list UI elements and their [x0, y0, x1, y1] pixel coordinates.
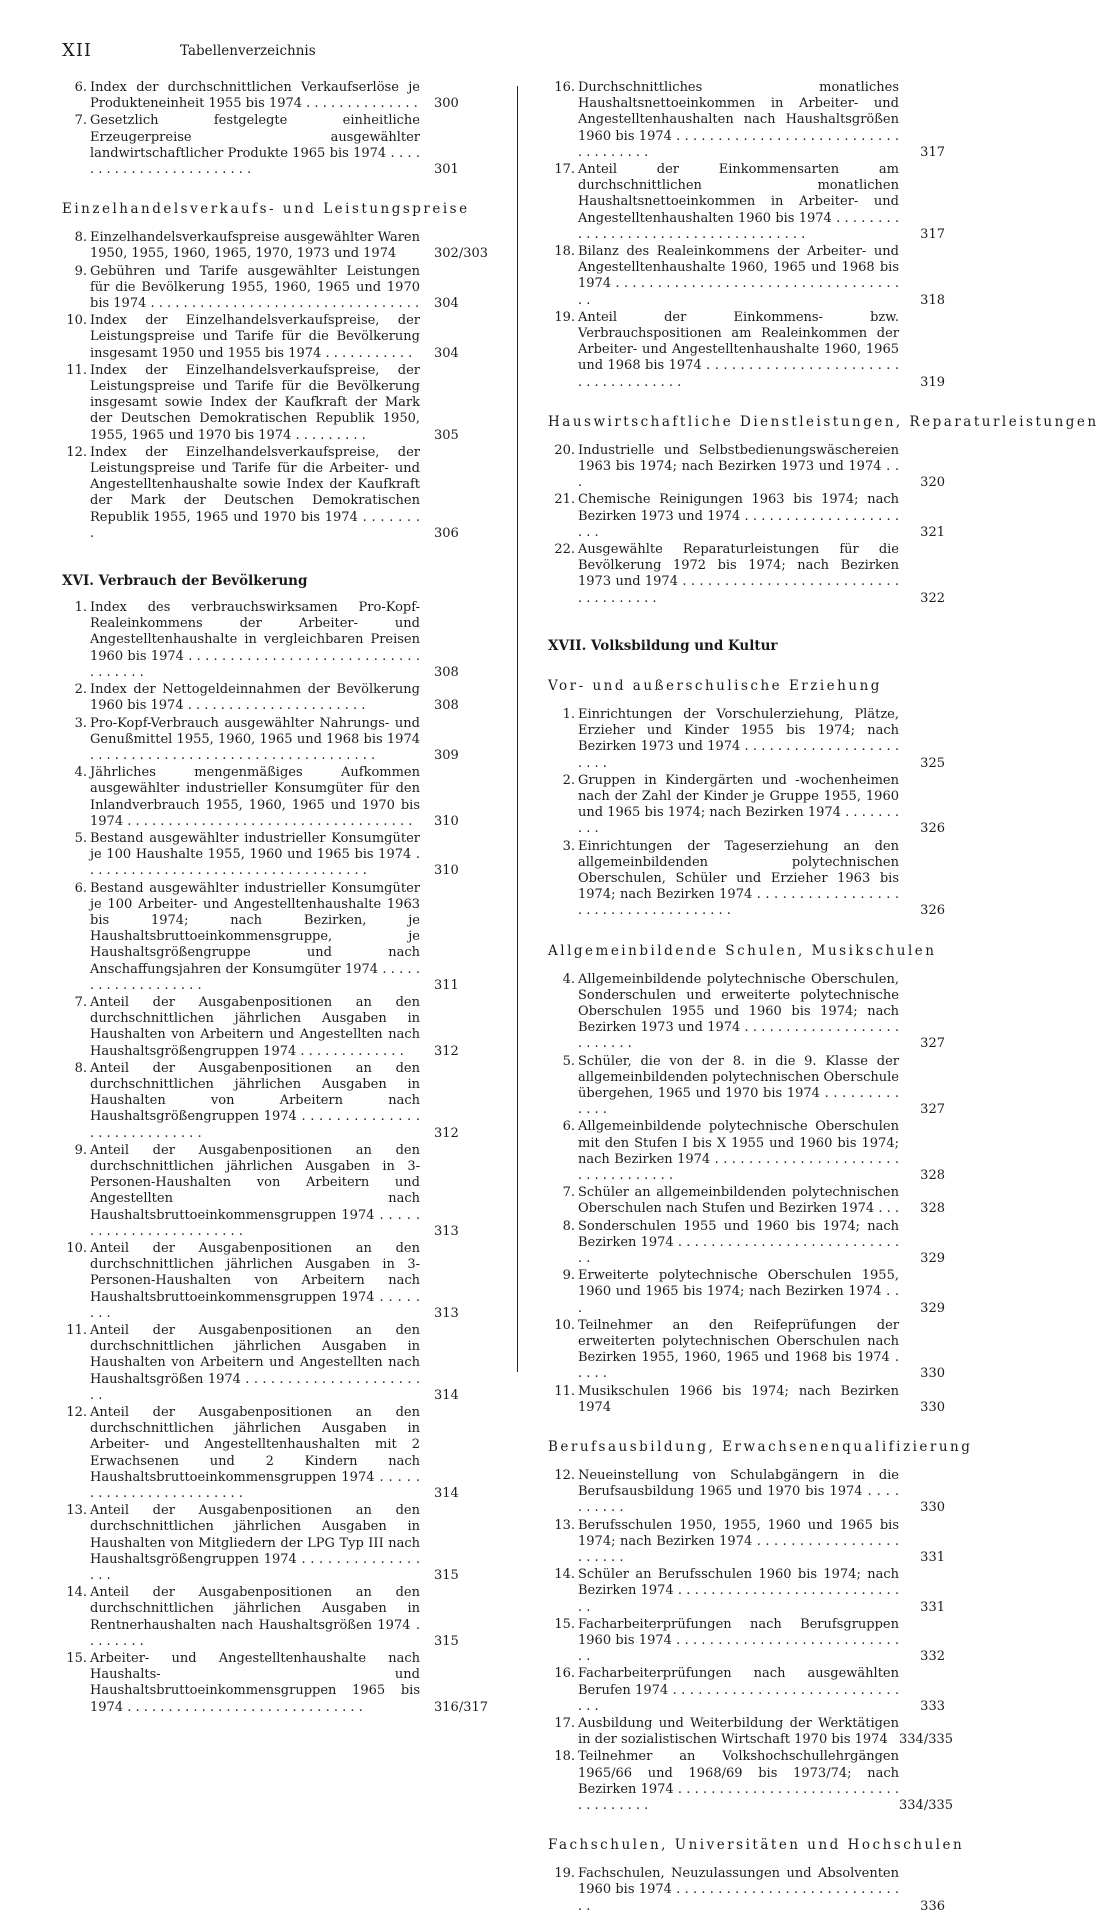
entry-title: Musikschulen 1966 bis 1974; nach Bezirken 1974 [578, 1383, 899, 1415]
entry-number: 9. [562, 1268, 575, 1284]
entry-number: 12. [66, 1405, 87, 1421]
entry-title: Gruppen in Kindergärten und -wochenheimen nach der Zahl der Kinder je Gruppe 1955, 1960 und 1965 bis 1974; nach Bezirken 1974 . . . . . . . . . . [578, 772, 899, 837]
entry-page-number: 327 [920, 1036, 945, 1052]
toc-entry[interactable] [62, 1241, 486, 1322]
toc-entry[interactable] [548, 1716, 954, 1748]
section-heading: Allgemeinbildende Schulen, Musikschulen [548, 942, 937, 959]
toc-entry[interactable] [62, 363, 486, 444]
entry-number: 10. [66, 313, 87, 329]
entry-title: Anteil der Ausgabenpositionen an den durchschnittlichen jährlichen Ausgaben in 3-Personen-Haushalten von Arbeitern nach Haushaltsbruttoeinkommensgruppen 1974 . . . . . . . . [90, 1241, 420, 1321]
entry-title: Einrichtungen der Tageserziehung an den allgemeinbildenden polytechnischen Oberschulen, Schüler und Erzieher 1963 bis 1974; nach Bezirken 1974 . . . . . . . . . . . . . . . . . . . . . . . . . . . . . . . . . . . . [578, 838, 899, 919]
toc-entry[interactable] [548, 1318, 945, 1383]
entry-title: Anteil der Einkommensarten am durchschnittlichen monatlichen Haushaltsnettoeinkommen in Arbeiter- und Angestelltenhaushalten 1960 bis 1974 . . . . . . . . . . . . . . . . . . . . . . . . . . . . . . . . . . . . [578, 162, 899, 242]
entry-number: 21. [554, 492, 575, 508]
entry-title: Allgemeinbildende polytechnische Oberschulen, Sonderschulen und erweiterte polytechnische Oberschulen 1955 und 1960 bis 1974; nach Bezirken 1973 und 1974 . . . . . . . . . . . . . . . . . . . . . . . . . . [578, 971, 899, 1052]
entry-number: 9. [74, 263, 87, 279]
toc-entry[interactable] [548, 542, 945, 607]
entry-page-number: 328 [920, 1201, 945, 1217]
entry-page-number: 309 [434, 747, 459, 763]
entry-page-number: 334/335 [899, 1798, 954, 1814]
section-heading: Vor- und außerschulische Erziehung [548, 677, 882, 694]
entry-page-number: 301 [434, 162, 459, 178]
entry-page-number: 306 [434, 525, 459, 541]
entry-title: Teilnehmer an den Reifeprüfungen der erweiterten polytechnischen Oberschulen nach Bezirken 1955, 1960, 1965 und 1968 bis 1974 . . . . . [578, 1317, 899, 1382]
entry-number: 6. [562, 1119, 575, 1135]
section-heading: Hauswirtschaftliche Dienstleistungen, Reparaturleistungen [548, 413, 1099, 430]
entry-page-number: 308 [434, 664, 459, 680]
entry-page-number: 318 [920, 292, 945, 308]
entry-page-number: 312 [434, 1125, 459, 1141]
entry-title: Anteil der Ausgabenpositionen an den durchschnittlichen jährlichen Ausgaben in 3-Personen-Haushalten von Arbeitern und Angestellten nach Haushaltsbruttoeinkommensgruppen 1974 . . . . . . . . . . . . . . . . . . . . . . . . [90, 1142, 420, 1239]
entry-number: 20. [554, 442, 575, 458]
entry-number: 16. [554, 1666, 575, 1682]
entry-title: Schüler an Berufsschulen 1960 bis 1974; nach Bezirken 1974 . . . . . . . . . . . . . . . . . . . . . . . . . . . . . [578, 1567, 899, 1615]
entry-page-number: 333 [920, 1698, 945, 1714]
section-heading: Einzelhandelsverkaufs- und Leistungspreise [62, 201, 470, 218]
entry-page-number: 322 [920, 590, 945, 606]
entry-number: 3. [74, 715, 87, 731]
entry-page-number: 331 [920, 1599, 945, 1615]
toc-entry[interactable] [548, 1866, 945, 1915]
toc-entry[interactable] [548, 1185, 945, 1217]
entry-page-number: 326 [920, 903, 945, 919]
entry-page-number: 326 [920, 821, 945, 837]
entry-title: Anteil der Ausgabenpositionen an den durchschnittlichen jährlichen Ausgaben in Haushalten von Arbeitern und Angestellten nach Haushaltsgrößengruppen 1974 . . . . . . . . . . . . . [90, 994, 420, 1059]
entry-title: Facharbeiterprüfungen nach ausgewählten Berufen 1974 . . . . . . . . . . . . . . . . . . . . . . . . . . . . . . [578, 1666, 899, 1714]
toc-entry[interactable] [62, 1405, 486, 1502]
entry-title: Teilnehmer an Volkshochschullehrgängen 1965/66 und 1968/69 bis 1973/74; nach Bezirken 1974 . . . . . . . . . . . . . . . . . . . . . . . . . . . . . . . . . . . . [578, 1749, 899, 1814]
toc-entry[interactable] [62, 881, 486, 994]
entry-title: Arbeiter- und Angestelltenhaushalte nach Haushalts- und Haushaltsbruttoeinkommensgruppen 1965 bis 1974 . . . . . . . . . . . . . . . . . . . . . . . . . . . . . [90, 1651, 420, 1715]
entry-page-number: 317 [920, 144, 945, 160]
entry-number: 7. [74, 113, 87, 129]
entry-page-number: 314 [434, 1486, 459, 1502]
toc-entry[interactable] [548, 972, 945, 1053]
entry-number: 14. [66, 1585, 87, 1601]
entry-number: 7. [74, 994, 87, 1010]
toc-entry[interactable] [548, 492, 945, 541]
entry-page-number: 329 [920, 1300, 945, 1316]
entry-number: 13. [66, 1503, 87, 1519]
entry-page-number: 320 [920, 475, 945, 491]
section-heading: Berufsausbildung, Erwachsenenqualifizierung [548, 1439, 973, 1456]
entry-title: Jährliches mengenmäßiges Aufkommen ausgewählter industrieller Konsumgüter für den Inlandverbrauch 1955, 1960, 1965 und 1970 bis 1974 . . . . . . . . . . . . . . . . . . . . . . . . . . . . . . . . . . . [90, 765, 420, 829]
toc-entry[interactable] [548, 1518, 945, 1567]
entry-title: Ausbildung und Weiterbildung der Werktätigen in der sozialistischen Wirtschaft 1970 bis 1974 [578, 1716, 899, 1748]
entry-title: Index der Einzelhandelsverkaufspreise, der Leistungspreise und Tarife für die Bevölkerung insgesamt 1950 und 1955 bis 1974 . . . . . . . . . . . [90, 313, 420, 361]
entry-page-number: 304 [434, 296, 459, 312]
entry-number: 17. [554, 162, 575, 178]
entry-number: 12. [66, 444, 87, 460]
left-column [62, 80, 489, 1715]
toc-entry[interactable] [62, 1323, 486, 1404]
entry-number: 16. [554, 80, 575, 95]
page-title: Tabellenverzeichnis [180, 43, 316, 59]
entry-page-number: 304 [434, 345, 459, 361]
entry-title: Allgemeinbildende polytechnische Oberschulen mit den Stufen I bis X 1955 und 1960 bis 1974; nach Bezirken 1974 . . . . . . . . . . . . . . . . . . . . . . . . . . . . . . . . . . [578, 1119, 899, 1183]
entry-title: Fachschulen, Neuzulassungen und Absolventen 1960 bis 1974 . . . . . . . . . . . . . . . . . . . . . . . . . . . . . [578, 1866, 899, 1914]
entry-page-number: 316/317 [434, 1699, 489, 1715]
entry-page-number: 311 [434, 977, 459, 993]
entry-title: Chemische Reinigungen 1963 bis 1974; nach Bezirken 1973 und 1974 . . . . . . . . . . . . . . . . . . . . . . [578, 492, 899, 540]
entry-number: 12. [554, 1468, 575, 1484]
toc-entry[interactable] [62, 600, 486, 681]
entry-number: 17. [554, 1716, 575, 1732]
toc-entry[interactable] [62, 682, 486, 714]
entry-number: 4. [74, 765, 87, 781]
entry-number: 15. [554, 1616, 575, 1632]
entry-title: Index der durchschnittlichen Verkaufserlöse je Produkteneinheit 1955 bis 1974 . . . . . . . . . . . . . . [90, 80, 420, 112]
entry-page-number: 313 [434, 1305, 459, 1321]
entry-title: Bilanz des Realeinkommens der Arbeiter- und Angestelltenhaushalte 1960, 1965 und 1968 bis 1974 . . . . . . . . . . . . . . . . . . . . . . . . . . . . . . . . . . . . [578, 244, 899, 308]
entry-number: 4. [562, 971, 575, 987]
entry-number: 11. [66, 1323, 87, 1339]
entry-number: 8. [562, 1218, 575, 1234]
entry-title: Einrichtungen der Vorschulerziehung, Plätze, Erzieher und Kinder 1955 bis 1974; nach Bezirken 1973 und 1974 . . . . . . . . . . . . . . . . . . . . . . . [578, 706, 899, 771]
entry-number: 2. [74, 682, 87, 698]
toc-entry[interactable] [62, 445, 486, 542]
entry-page-number: 321 [920, 524, 945, 540]
entry-page-number: 331 [920, 1550, 945, 1566]
entry-page-number: 310 [434, 863, 459, 879]
toc-entry[interactable] [548, 310, 945, 391]
toc-entry[interactable] [548, 773, 945, 838]
chapter-heading: XVI. Verbrauch der Bevölkerung [62, 573, 308, 590]
entry-number: 11. [66, 362, 87, 378]
toc-entry[interactable] [62, 765, 486, 830]
entry-number: 6. [74, 880, 87, 896]
entry-title: Bestand ausgewählter industrieller Konsumgüter je 100 Haushalte 1955, 1960 und 1965 bis 1974 . . . . . . . . . . . . . . . . . . . . . . . . . . . . . . . . . . . [90, 830, 420, 879]
entry-title: Schüler, die von der 8. in die 9. Klasse der allgemeinbildenden polytechnischen Oberschule übergehen, 1965 und 1970 bis 1974 . . . . . . . . . . . . . [578, 1053, 899, 1118]
page-number: XII [62, 40, 93, 61]
entry-page-number: 317 [920, 226, 945, 242]
entry-title: Index der Einzelhandelsverkaufspreise, der Leistungspreise und Tarife für die Arbeiter- und Angestelltenhaushalte sowie Index der Kaufkraft der Mark der Deutschen Demokratischen Republik 1955, 1965 und 1970 bis 1974 . . . . . . . . [90, 444, 420, 541]
entry-title: Anteil der Ausgabenpositionen an den durchschnittlichen jährlichen Ausgaben in Arbeiter- und Angestelltenhaushalten mit 2 Erwachsenen und 2 Kindern nach Haushaltsbruttoeinkommensgruppen 1974 . . . . . . . . . . . . . . . . . . . . . . . . [90, 1405, 420, 1502]
entry-number: 2. [562, 772, 575, 788]
toc-entry[interactable] [62, 1651, 489, 1716]
entry-page-number: 302/303 [434, 246, 489, 262]
entry-number: 1. [74, 600, 87, 616]
column-divider [517, 86, 518, 1372]
entry-number: 8. [74, 1060, 87, 1076]
right-column [548, 80, 1099, 1914]
toc-entry[interactable] [62, 716, 486, 765]
entry-title: Ausgewählte Reparaturleistungen für die Bevölkerung 1972 bis 1974; nach Bezirken 1973 und 1974 . . . . . . . . . . . . . . . . . . . . . . . . . . . . . . . . . . . . [578, 542, 899, 606]
toc-entry[interactable] [62, 1061, 486, 1142]
entry-page-number: 315 [434, 1568, 459, 1584]
entry-title: Anteil der Einkommens- bzw. Verbrauchspositionen am Realeinkommen der Arbeiter- und Angestelltenhaushalte 1960, 1965 und 1968 bis 1974 . . . . . . . . . . . . . . . . . . . . . . . . . . . . . . . . . . . . [578, 309, 899, 390]
toc-entry[interactable] [548, 443, 945, 492]
entry-title: Index des verbrauchswirksamen Pro-Kopf-Realeinkommens der Arbeiter- und Angestelltenhaushalte in vergleichbaren Preisen 1960 bis 1974 . . . . . . . . . . . . . . . . . . . . . . . . . . . . . . . . . . . [90, 600, 420, 680]
entry-number: 1. [562, 706, 575, 722]
toc-entry[interactable] [548, 1617, 945, 1666]
toc-entry[interactable] [62, 831, 486, 880]
entry-number: 18. [554, 1749, 575, 1765]
entry-title: Index der Einzelhandelsverkaufspreise, der Leistungspreise und Tarife für die Bevölkerung insgesamt sowie Index der Kaufkraft der Mark der Deutschen Demokratischen Republik 1950, 1955, 1965 und 1970 bis 1974 . . . . . . . . . [90, 362, 420, 443]
entry-title: Anteil der Ausgabenpositionen an den durchschnittlichen jährlichen Ausgaben in Haushalten von Arbeitern nach Haushaltsgrößengruppen 1974 . . . . . . . . . . . . . . . . . . . . . . . . . . . . [90, 1060, 420, 1141]
toc-entry[interactable] [62, 313, 486, 362]
entry-page-number: 312 [434, 1043, 459, 1059]
chapter-heading: XVII. Volksbildung und Kultur [548, 637, 778, 654]
entry-page-number: 319 [920, 374, 945, 390]
toc-entry[interactable] [62, 1503, 486, 1584]
entry-title: Sonderschulen 1955 und 1960 bis 1974; nach Bezirken 1974 . . . . . . . . . . . . . . . . . . . . . . . . . . . . . [578, 1218, 899, 1266]
entry-title: Index der Nettogeldeinnahmen der Bevölkerung 1960 bis 1974 . . . . . . . . . . . . . . . . . . . . . . [90, 682, 420, 714]
entry-page-number: 328 [920, 1167, 945, 1183]
entry-title: Berufsschulen 1950, 1955, 1960 und 1965 bis 1974; nach Bezirken 1974 . . . . . . . . . . . . . . . . . . . . . . . [578, 1517, 899, 1566]
toc-entry[interactable] [548, 244, 945, 309]
entry-number: 5. [562, 1053, 575, 1069]
toc-entry[interactable] [62, 113, 486, 178]
entry-page-number: 330 [920, 1399, 945, 1415]
entry-page-number: 315 [434, 1633, 459, 1649]
entry-page-number: 332 [920, 1649, 945, 1665]
entry-title: Anteil der Ausgabenpositionen an den durchschnittlichen jährlichen Ausgaben in Haushalten von Mitgliedern der LPG Typ III nach Haushaltsgrößengruppen 1974 . . . . . . . . . . . . . . . . . [90, 1503, 420, 1584]
entry-page-number: 327 [920, 1102, 945, 1118]
entry-number: 10. [66, 1241, 87, 1256]
entry-title: Gebühren und Tarife ausgewählter Leistungen für die Bevölkerung 1955, 1960, 1965 und 1970 bis 1974 . . . . . . . . . . . . . . . . . . . . . . . . . . . . . . . . . [90, 263, 420, 312]
entry-title: Anteil der Ausgabenpositionen an den durchschnittlichen jährlichen Ausgaben in Rentnerhaushalten nach Haushaltsgrößen 1974 . . . . . . . . [90, 1585, 420, 1649]
entry-page-number: 308 [434, 698, 459, 714]
toc-entry[interactable] [548, 707, 945, 772]
toc-entry[interactable] [62, 1143, 486, 1240]
toc-entry[interactable] [548, 1384, 945, 1416]
entry-number: 22. [554, 542, 575, 558]
toc-entry[interactable] [62, 1585, 486, 1650]
entry-title: Facharbeiterprüfungen nach Berufsgruppen 1960 bis 1974 . . . . . . . . . . . . . . . . . . . . . . . . . . . . . [578, 1616, 899, 1665]
entry-title: Gesetzlich festgelegte einheitliche Erzeugerpreise ausgewählter landwirtschaftlicher Produkte 1965 bis 1974 . . . . . . . . . . . . . . . . . . . . . . . . [90, 113, 420, 178]
entry-number: 19. [554, 309, 575, 325]
entry-number: 15. [66, 1651, 87, 1667]
entry-title: Pro-Kopf-Verbrauch ausgewählter Nahrungs- und Genußmittel 1955, 1960, 1965 und 1968 bis 1974 . . . . . . . . . . . . . . . . . . . . . . . . . . . . . . . . . . . [90, 715, 420, 763]
toc-entry[interactable] [548, 80, 945, 161]
toc-entry[interactable] [62, 264, 486, 313]
entry-page-number: 300 [434, 96, 459, 112]
entry-number: 9. [74, 1142, 87, 1158]
entry-page-number: 329 [920, 1250, 945, 1266]
toc-entry[interactable] [548, 162, 945, 243]
entry-page-number: 310 [434, 813, 459, 829]
entry-number: 19. [554, 1866, 575, 1882]
toc-entry[interactable] [548, 1219, 945, 1268]
toc-entry[interactable] [548, 1268, 945, 1317]
toc-entry[interactable] [548, 1119, 945, 1184]
entry-number: 10. [554, 1317, 575, 1333]
entry-title: Schüler an allgemeinbildenden polytechnischen Oberschulen nach Stufen und Bezirken 1974 . . . [578, 1185, 899, 1217]
entry-page-number: 330 [920, 1500, 945, 1516]
section-heading: Fachschulen, Universitäten und Hochschulen [548, 1837, 965, 1854]
toc-entry[interactable] [548, 839, 945, 920]
toc-entry[interactable] [62, 230, 489, 262]
entry-page-number: 313 [434, 1223, 459, 1239]
entry-number: 6. [74, 80, 87, 95]
entry-title: Einzelhandelsverkaufspreise ausgewählter Waren 1950, 1955, 1960, 1965, 1970, 1973 und 1974 [90, 230, 420, 262]
entry-title: Durchschnittliches monatliches Haushaltsnettoeinkommen in Arbeiter- und Angestelltenhaushalten nach Haushaltsgrößen 1960 bis 1974 . . . . . . . . . . . . . . . . . . . . . . . . . . . . . . . . . . . . [578, 80, 899, 160]
entry-number: 18. [554, 244, 575, 260]
entry-title: Erweiterte polytechnische Oberschulen 1955, 1960 und 1965 bis 1974; nach Bezirken 1974 . . . [578, 1268, 899, 1316]
entry-page-number: 336 [920, 1898, 945, 1914]
entry-page-number: 334/335 [899, 1732, 954, 1748]
toc-entry[interactable] [62, 80, 486, 112]
entry-number: 13. [554, 1517, 575, 1533]
entry-title: Anteil der Ausgabenpositionen an den durchschnittlichen jährlichen Ausgaben in Haushalten von Arbeitern und Angestellten nach Haushaltsgrößen 1974 . . . . . . . . . . . . . . . . . . . . . . . [90, 1323, 420, 1403]
entry-title: Neueinstellung von Schulabgängern in die Berufsausbildung 1965 und 1970 bis 1974 . . . . . . . . . . [578, 1468, 899, 1516]
toc-entry[interactable] [548, 1054, 945, 1119]
toc-entry[interactable] [548, 1666, 945, 1715]
entry-page-number: 325 [920, 755, 945, 771]
entry-number: 5. [74, 830, 87, 846]
toc-entry[interactable] [548, 1468, 945, 1517]
toc-entry[interactable] [548, 1749, 954, 1814]
entry-title: Bestand ausgewählter industrieller Konsumgüter je 100 Arbeiter- und Angestelltenhaushalte 1963 bis 1974; nach Bezirken, je Haushaltsbruttoeinkommensgruppe, je Haushaltsgrößengruppe und nach Anschaffungsjahren der Konsumgüter 1974 . . . . . . . . . . . . . . . . . . . [90, 880, 420, 993]
toc-entry[interactable] [548, 1567, 945, 1616]
entry-page-number: 305 [434, 427, 459, 443]
entry-number: 14. [554, 1567, 575, 1583]
entry-number: 11. [554, 1383, 575, 1399]
entry-number: 7. [562, 1185, 575, 1201]
entry-title: Industrielle und Selbstbedienungswäschereien 1963 bis 1974; nach Bezirken 1973 und 1974 . . . [578, 442, 899, 491]
entry-page-number: 330 [920, 1366, 945, 1382]
entry-page-number: 314 [434, 1387, 459, 1403]
entry-number: 8. [74, 230, 87, 246]
toc-entry[interactable] [62, 995, 486, 1060]
entry-number: 3. [562, 838, 575, 854]
